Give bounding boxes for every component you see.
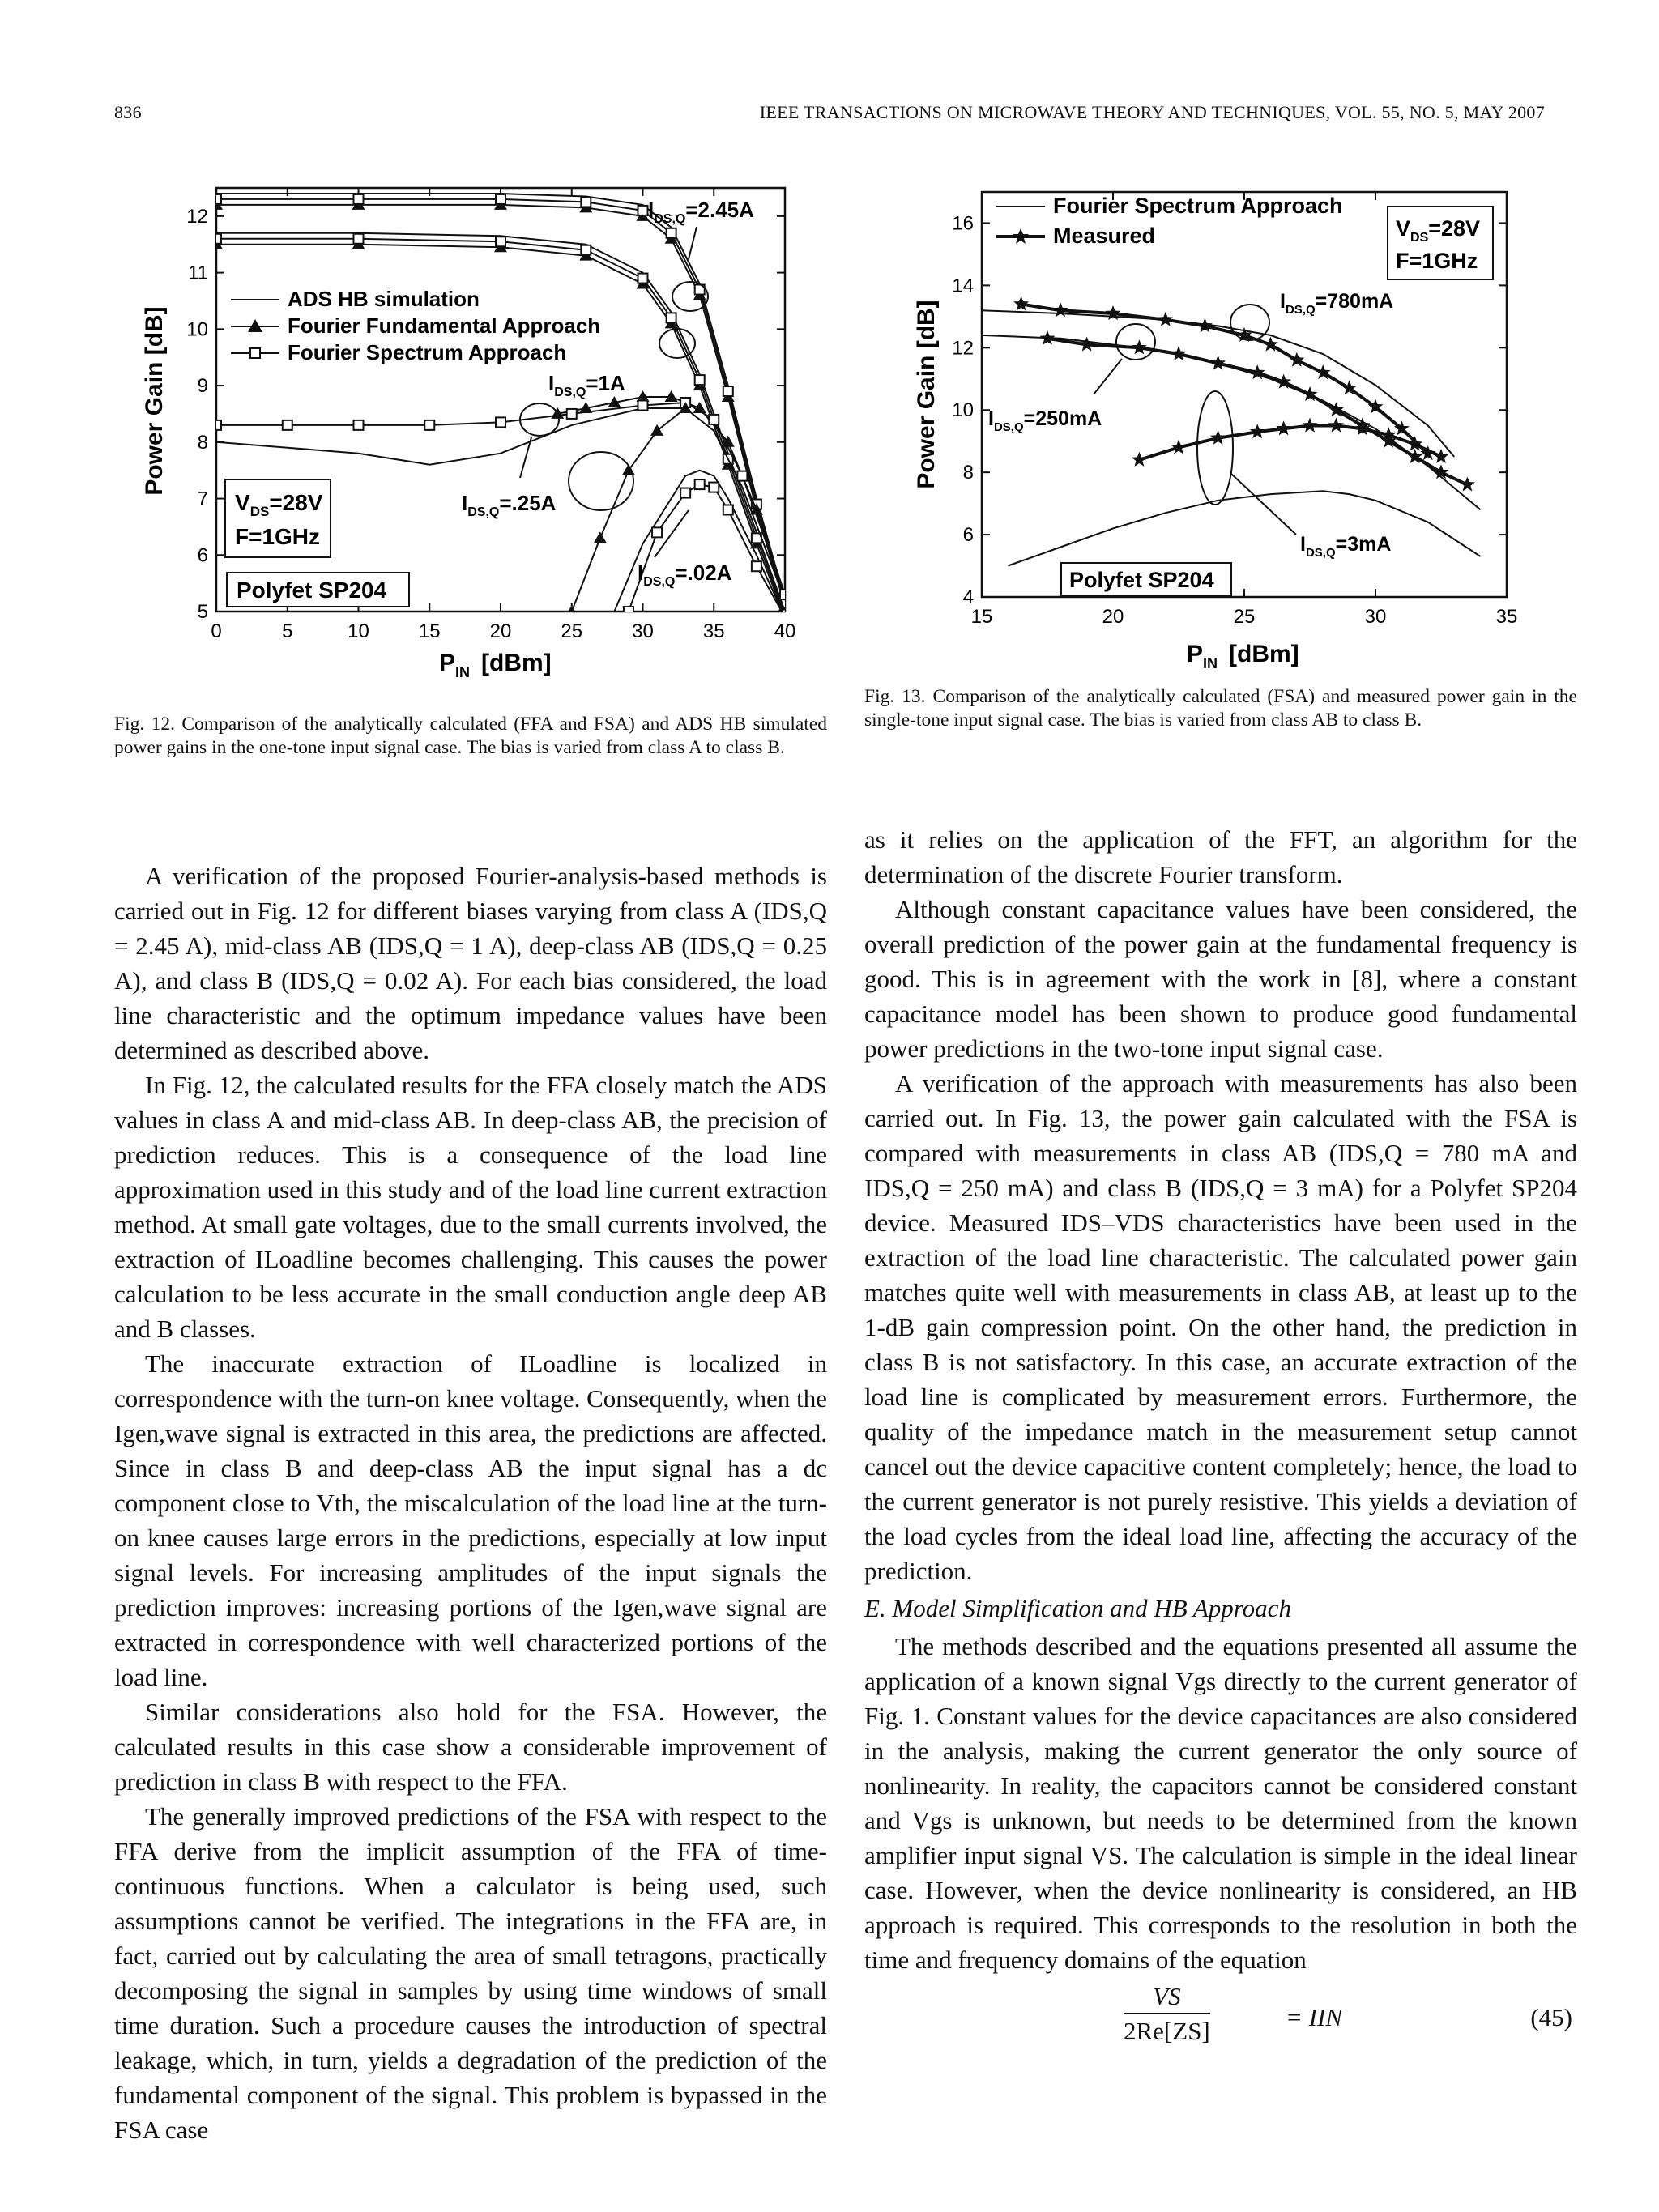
data-point — [723, 505, 733, 514]
data-point — [1289, 352, 1304, 367]
fig12-annotation-245A — [648, 198, 754, 358]
data-point — [594, 531, 607, 543]
y-tick-label: 12 — [952, 337, 974, 360]
fig13-legend-fsa: Fourier Spectrum Approach — [1053, 194, 1343, 218]
fig12-annotation-025A — [462, 452, 633, 519]
data-point — [1079, 337, 1094, 352]
series-line — [1047, 339, 1467, 485]
data-point — [1210, 356, 1226, 370]
fig13-caption: Fig. 13. Comparison of the analytically calculated (FSA) and measured power gain in the single-tone input signal case. The bias is varied from class AB to class B. — [864, 686, 1577, 731]
data-point — [354, 420, 364, 430]
x-tick-label: 30 — [632, 620, 654, 642]
paragraph: A verification of the proposed Fourier-analysis-based methods is carried out in Fig. 12 for different biases varying from class A (IDS,Q = 2.45 A), mid-class AB (IDS,Q = 1 A), deep-class AB (IDS,Q = 0.25 A), and class B (IDS,Q = 0.02 A). For each bias considered, the load line characteristic and the optimum impedance values have been determined as described above. — [114, 862, 827, 1064]
y-tick-label: 6 — [197, 544, 208, 567]
paragraph: as it relies on the application of the FFT, an algorithm for the determination of the discrete Fourier transform. — [864, 825, 1577, 889]
y-tick-label: 8 — [197, 431, 208, 454]
data-point — [1132, 339, 1147, 354]
data-point — [283, 420, 292, 430]
x-tick-label: 35 — [702, 620, 725, 642]
data-point — [1171, 439, 1187, 454]
data-point — [1106, 305, 1121, 320]
y-tick-label: 8 — [962, 462, 974, 484]
fig13-ylabel: Power Gain [dB] — [913, 300, 940, 489]
x-tick-label: 25 — [561, 620, 583, 642]
equation-number: (45) — [1530, 2003, 1572, 2031]
fig13-legend — [996, 194, 1343, 248]
equation-denominator: 2Re[ZS] — [1124, 2017, 1210, 2045]
y-tick-label: 12 — [186, 205, 208, 228]
y-tick-label: 10 — [952, 399, 974, 422]
data-point — [1171, 346, 1187, 360]
y-tick-label: 10 — [186, 318, 208, 341]
data-point — [667, 228, 676, 238]
fig12-chart — [122, 178, 834, 705]
svg-text:IDS,Q=3mA: $I_{DS,Q}=3mA$ — [1300, 533, 1392, 560]
fig13-chart — [907, 182, 1539, 676]
data-point — [1197, 318, 1213, 332]
y-tick-label: 7 — [197, 488, 208, 510]
svg-text:IDS,Q=2.45A: $I_{DS,Q}=2.45A$ — [648, 198, 754, 226]
data-point — [638, 274, 648, 283]
data-point — [667, 313, 676, 322]
data-point — [1053, 302, 1068, 317]
svg-text:Polyfet SP204: Polyfet SP204 — [1069, 568, 1214, 592]
data-point — [737, 471, 747, 481]
data-point — [1434, 449, 1449, 463]
svg-text:VDS=28V: $V_{DS}=28V$ — [235, 490, 323, 519]
x-tick-label: 15 — [418, 620, 441, 642]
svg-text:Polyfet SP204: Polyfet SP204 — [237, 578, 387, 603]
page-number: 836 — [114, 102, 142, 122]
svg-text:VDS=28V: $V_{DS}=28V$ — [1396, 216, 1481, 245]
section-heading: E. Model Simplification and HB Approach — [864, 1594, 1291, 1622]
fig12-legend — [231, 287, 600, 364]
data-point — [496, 417, 505, 427]
data-point — [1040, 330, 1056, 345]
data-point — [780, 590, 790, 599]
y-tick-label: 4 — [962, 586, 974, 608]
data-point — [638, 400, 648, 410]
equation-rhs: = IIN — [1286, 2003, 1342, 2031]
series-line — [557, 397, 785, 595]
data-point — [624, 607, 633, 616]
data-point — [211, 194, 221, 204]
running-header: IEEE TRANSACTIONS ON MICROWAVE THEORY AND TECHNIQUES, VOL. 55, NO. 5, MAY 2007 — [759, 102, 1545, 122]
svg-text:IDS,Q=1A: $I_{DS,Q}=1A$ — [548, 371, 625, 399]
data-point — [1460, 477, 1475, 492]
svg-text:IDS,Q=.02A: $I_{DS,Q}=.02A$ — [638, 560, 732, 589]
x-tick-label: 20 — [489, 620, 512, 642]
x-tick-label: 10 — [348, 620, 369, 642]
data-point — [211, 234, 221, 244]
data-point — [567, 409, 577, 419]
x-tick-label: 40 — [774, 620, 796, 642]
fig12-ylabel: Power Gain [dB] — [141, 306, 168, 496]
data-point — [752, 561, 761, 571]
data-point — [1210, 430, 1226, 445]
y-tick-label: 14 — [952, 275, 974, 297]
x-tick-label: 30 — [1364, 606, 1387, 628]
left-column — [114, 859, 827, 2147]
data-point — [709, 415, 719, 424]
equation-numerator: VS — [1124, 1980, 1210, 2014]
fig13-legend-measured: Measured — [1053, 224, 1156, 248]
right-column — [864, 822, 1577, 2058]
x-tick-label: 0 — [211, 620, 222, 642]
svg-text:IDS,Q=250mA: $I_{DS,Q}=250mA$ — [988, 407, 1102, 434]
data-point — [354, 234, 364, 244]
fig12-xlabel: $P_{IN}$ [dBm] — [439, 650, 552, 680]
fig12-legend-ffa: Fourier Fundamental Approach — [288, 313, 601, 338]
paragraph: The generally improved predictions of the FSA with respect to the FFA derive from the implicit assumption of the FFA of time-continuous functions. When a calculator is being used, such assumptions cannot be verified. The integrations in the FFA are, in fact, carried out by calculating the area of small tetragons, practically decomposing the signal in samples by using time windows of small time duration. Such a procedure causes the introduction of spectral leakage, which, in turn, yields a degradation of the prediction of the fundamental component of the signal. This problem is bypassed in the FSA case — [114, 1802, 827, 2144]
data-point — [695, 375, 705, 385]
fig12-legend-fsa: Fourier Spectrum Approach — [288, 340, 567, 364]
svg-text:F=1GHz: F=1GHz — [1396, 249, 1478, 273]
data-point — [723, 386, 733, 396]
data-point — [709, 483, 719, 492]
figure-12 — [122, 178, 834, 705]
figure-13 — [907, 182, 1539, 676]
data-point — [1250, 424, 1265, 438]
data-point — [638, 206, 648, 215]
y-tick-label: 9 — [197, 375, 208, 398]
svg-text:IDS,Q=780mA: $I_{DS,Q}=780mA$ — [1280, 290, 1394, 317]
fig12-caption: Fig. 12. Comparison of the analytically calculated (FFA and FSA) and ADS HB simulated power gains in the one-tone input signal case. The bias is varied from class A to class B. — [114, 714, 827, 758]
fig13-annotation-3mA — [1197, 391, 1391, 560]
data-point — [1303, 418, 1318, 433]
data-point — [1013, 296, 1029, 311]
paragraph: A verification of the approach with measurements has also been carried out. In Fig. 13, the power gain calculated with the FSA is compared with measurements in class AB (IDS,Q = 780 mA and IDS,Q = 250 mA) and class B (IDS,Q = 3 mA) for a Polyfet SP204 device. Measured IDS–VDS characteristics have been used in the extraction of the load line characteristic. The calculated power gain matches quite well with measurements in class AB, at least up to the 1-dB gain compression point. On the other hand, the prediction in class B is not satisfactory. In this case, an accurate extraction of the load line is complicated by measurement errors. Furthermore, the quality of the impedance match in the measurement setup cannot cancel out the device capacitive content completely; hence, the load to the current generator is not purely resistive. This yields a deviation of the load cycles from the ideal load line, affecting the accuracy of the prediction. — [864, 1069, 1577, 1585]
data-point — [1328, 418, 1344, 433]
y-tick-label: 11 — [188, 262, 208, 284]
y-tick-label: 5 — [197, 601, 208, 623]
y-tick-label: 16 — [952, 212, 974, 235]
paragraph: The inaccurate extraction of ILoadline is localized in correspondence with the turn-on knee voltage. Consequently, when the Igen,wave signal is extracted in this area, the predictions are affected. Since in class B and deep-class AB the input signal has a dc component close to Vth, the miscalculation of the load line at the turn-on knee causes large errors in the predictions, especially at low input signal levels. For increasing amplitudes of the input signals the prediction improves: increasing portions of the Igen,wave signal are extracted in correspondence with well characterized portions of the load line. — [114, 1349, 827, 1691]
data-point — [1158, 312, 1173, 326]
fig12-device-box — [227, 573, 409, 607]
paragraph: In Fig. 12, the calculated results for the FFA closely match the ADS values in class A and mid-class AB. In deep-class AB, the precision of prediction reduces. This is a consequence of the load line approximation used in this study and of the load line current extraction method. At small gate voltages, due to the small currents involved, the extraction of ILoadline becomes challenging. This causes the power calculation to be less accurate in the small conduction angle deep AB and B classes. — [114, 1071, 827, 1343]
equation-45 — [864, 1977, 1577, 2058]
data-point — [354, 194, 364, 204]
paragraph: Although constant capacitance values have been considered, the overall prediction of the power gain at the fundamental frequency is good. This is in agreement with the work in [8], where a constant capacitance model has been shown to produce good fundamental power predictions in the two-tone input signal case. — [864, 895, 1577, 1063]
data-point — [496, 237, 505, 246]
data-point — [581, 197, 591, 207]
x-tick-label: 25 — [1233, 606, 1256, 628]
x-tick-label: 20 — [1102, 606, 1124, 628]
fig12-bias-box — [225, 479, 331, 557]
x-tick-label: 35 — [1495, 606, 1518, 628]
x-tick-label: 5 — [282, 620, 293, 642]
series-line — [1008, 491, 1480, 565]
fig13-device-box — [1061, 563, 1231, 595]
svg-text:IDS,Q=.25A: $I_{DS,Q}=.25A$ — [462, 491, 557, 519]
fig12-legend-ads: ADS HB simulation — [288, 287, 480, 311]
paragraph: The methods described and the equations presented all assume the application of a known signal Vgs directly to the current generator of Fig. 1. Constant values for the device capacitances are also considered in the analysis, making the current generator the only source of nonlinearity. In reality, the capacitors cannot be considered constant and Vgs is unknown, but needs to be determined from the known amplifier input signal VS. The calculation is simple in the ideal linear case. However, when the device nonlinearity is considered, an HB approach is required. This corresponds to the resolution in both the time and frequency domains of the equation — [864, 1632, 1577, 1974]
data-point — [1132, 452, 1147, 467]
svg-text:F=1GHz: F=1GHz — [235, 524, 321, 549]
fig13-xlabel: $P_{IN}$ [dBm] — [1187, 641, 1299, 671]
data-point — [1276, 420, 1291, 435]
x-tick-label: 15 — [970, 606, 993, 628]
data-point — [424, 420, 434, 430]
data-point — [211, 420, 221, 430]
data-point — [581, 245, 591, 255]
data-point — [496, 194, 505, 204]
data-point — [1407, 437, 1422, 451]
data-point — [695, 479, 705, 489]
y-tick-label: 6 — [962, 524, 974, 547]
data-point — [650, 424, 663, 436]
data-point — [680, 488, 690, 498]
data-point — [652, 527, 662, 537]
paragraph: Similar considerations also hold for the FSA. However, the calculated results in this case show a considerable improvement of prediction in class B with respect to the FFA. — [114, 1698, 827, 1796]
fig13-bias-box — [1388, 207, 1493, 279]
